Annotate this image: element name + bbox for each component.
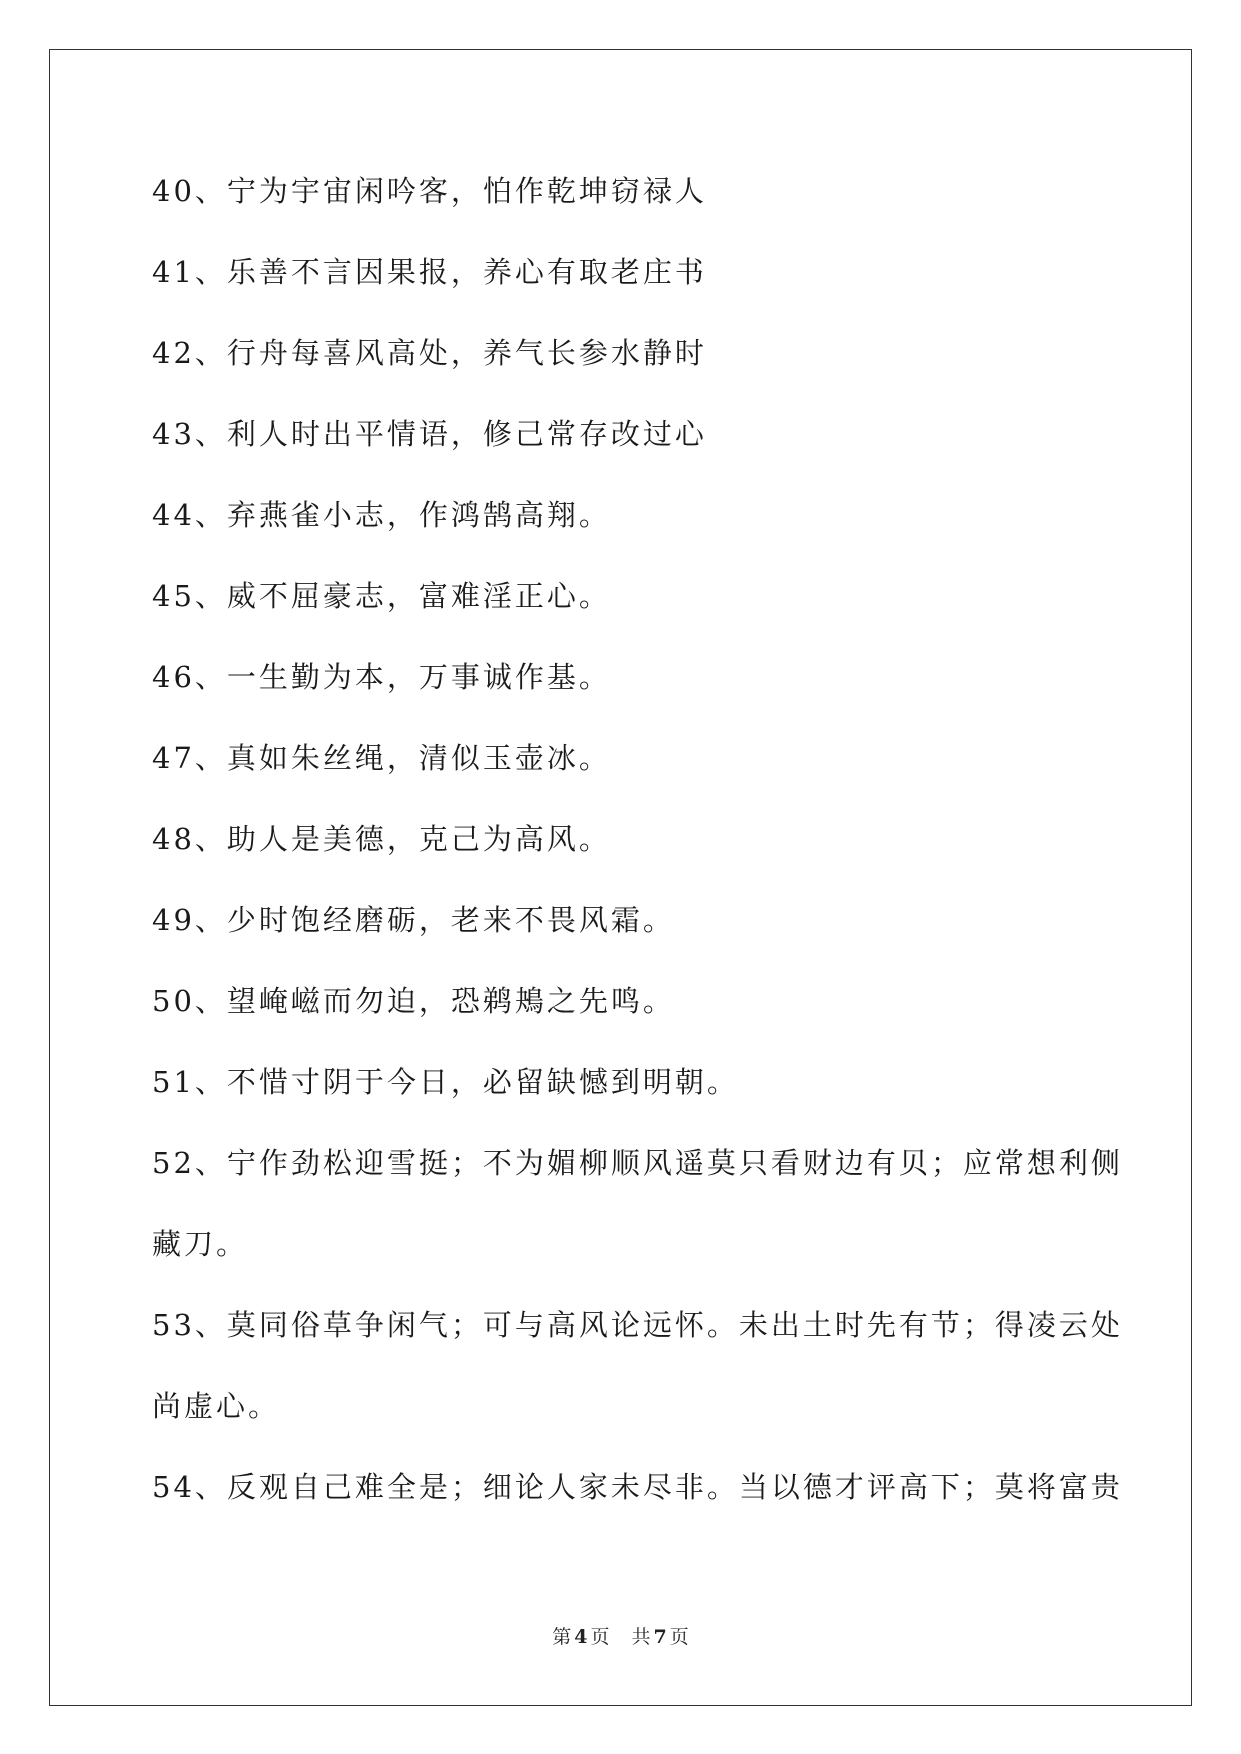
text-line: 尚虚心。 bbox=[152, 1389, 281, 1423]
page-footer bbox=[0, 1622, 1241, 1649]
footer-prefix: 第 bbox=[552, 1626, 572, 1648]
text-line: 45、威不屈豪志，富难淫正心。 bbox=[152, 579, 611, 613]
text-line: 47、真如朱丝绳，清似玉壶冰。 bbox=[152, 741, 611, 775]
text-line: 41、乐善不言因果报，养心有取老庄书 bbox=[152, 255, 707, 289]
text-line: 44、弃燕雀小志，作鸿鹄高翔。 bbox=[152, 498, 611, 532]
total-pages-number: 7 bbox=[653, 1626, 667, 1648]
text-line: 40、宁为宇宙闲吟客，怕作乾坤窃禄人 bbox=[152, 174, 707, 208]
text-line: 46、一生勤为本，万事诚作基。 bbox=[152, 660, 611, 694]
text-line: 42、行舟每喜风高处，养气长参水静时 bbox=[152, 336, 707, 370]
footer-total-suffix: 页 bbox=[669, 1626, 689, 1648]
text-line: 48、助人是美德，克己为高风。 bbox=[152, 822, 611, 856]
document-body bbox=[152, 165, 1123, 1542]
current-page-number: 4 bbox=[574, 1626, 588, 1648]
text-line: 52、宁作劲松迎雪挺；不为媚柳顺风遥莫只看财边有贝；应常想利侧 bbox=[152, 1146, 1123, 1180]
text-line: 50、望崦嵫而勿迫，恐鹈鴂之先鸣。 bbox=[152, 984, 675, 1018]
footer-total-prefix: 共 bbox=[631, 1626, 651, 1648]
text-line: 49、少时饱经磨砺，老来不畏风霜。 bbox=[152, 903, 675, 937]
text-line: 54、反观自己难全是；细论人家未尽非。当以德才评高下；莫将富贵 bbox=[152, 1470, 1123, 1504]
text-line: 43、利人时出平情语，修己常存改过心 bbox=[152, 417, 707, 451]
text-line: 53、莫同俗草争闲气；可与高风论远怀。未出土时先有节；得凌云处 bbox=[152, 1308, 1123, 1342]
text-line: 藏刀。 bbox=[152, 1227, 249, 1261]
text-line: 51、不惜寸阴于今日，必留缺憾到明朝。 bbox=[152, 1065, 739, 1099]
footer-page-suffix: 页 bbox=[590, 1626, 610, 1648]
